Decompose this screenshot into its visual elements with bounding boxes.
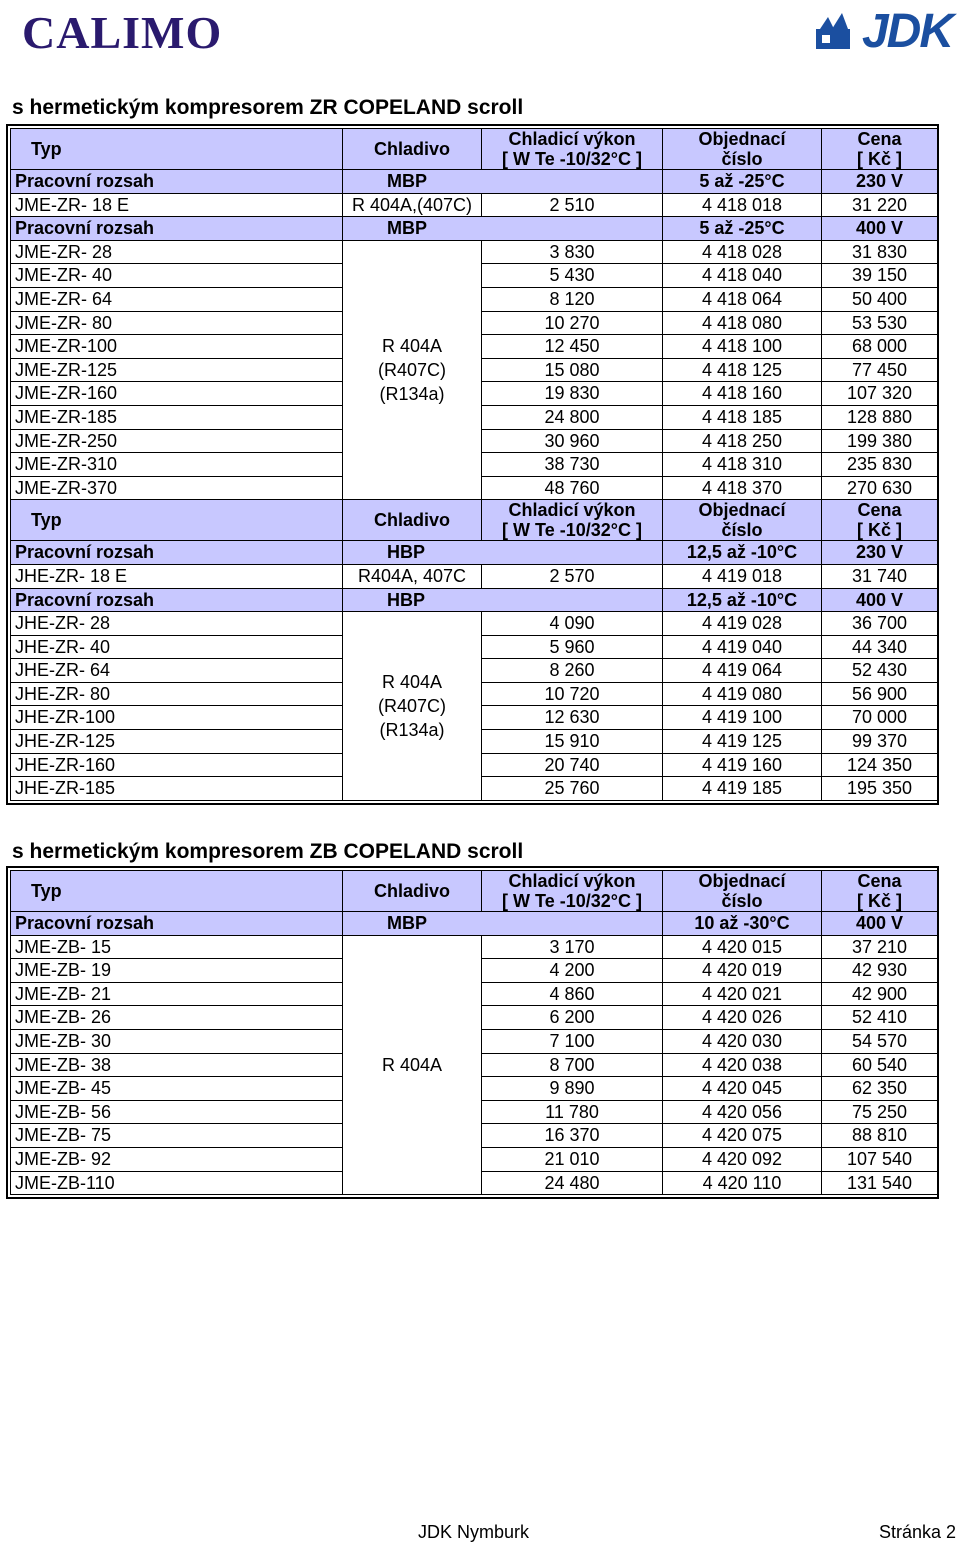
cell-cislo: 4 418 160 — [663, 382, 822, 406]
cell-cislo: 4 418 370 — [663, 476, 822, 500]
cell-cislo: 4 419 125 — [663, 730, 822, 754]
range-temp: 10 až -30°C — [663, 912, 822, 936]
cell-typ: JME-ZR- 28 — [11, 240, 343, 264]
cell-vykon: 2 510 — [482, 193, 663, 217]
refrigerant-line: R 404A — [381, 336, 443, 357]
header-vykon: Chladicí výkon [ W Te -10/32°C ] — [482, 500, 663, 541]
cell-typ: JHE-ZR- 40 — [11, 635, 343, 659]
cell-cena: 60 540 — [822, 1053, 938, 1077]
cell-typ: JME-ZB- 56 — [11, 1100, 343, 1124]
cell-cislo: 4 419 018 — [663, 564, 822, 588]
cell-chladivo: R 404A,(407C) — [343, 193, 482, 217]
cell-vykon: 9 890 — [482, 1077, 663, 1101]
cell-typ: JHE-ZR- 64 — [11, 659, 343, 683]
section-title-zr: s hermetickým kompresorem ZR COPELAND scroll — [12, 96, 524, 119]
range-temp: 12,5 až -10°C — [663, 588, 822, 612]
cell-cena: 31 740 — [822, 564, 938, 588]
cell-cislo: 4 418 250 — [663, 429, 822, 453]
range-row — [11, 541, 938, 565]
cell-vykon: 24 480 — [482, 1171, 663, 1195]
cell-cislo: 4 419 028 — [663, 612, 822, 636]
cell-vykon: 38 730 — [482, 453, 663, 477]
cell-typ: JME-ZR- 18 E — [11, 193, 343, 217]
cell-vykon: 25 760 — [482, 777, 663, 801]
cell-cena: 53 530 — [822, 311, 938, 335]
cell-cena: 70 000 — [822, 706, 938, 730]
table-row — [11, 564, 938, 588]
cell-cislo: 4 418 100 — [663, 335, 822, 359]
cell-cena: 39 150 — [822, 264, 938, 288]
header-typ: Typ — [11, 871, 343, 912]
cell-typ: JME-ZR-310 — [11, 453, 343, 477]
cell-cislo: 4 419 100 — [663, 706, 822, 730]
table-header — [11, 871, 938, 912]
cell-cena: 199 380 — [822, 429, 938, 453]
cell-vykon: 8 700 — [482, 1053, 663, 1077]
range-type: MBP — [343, 912, 663, 936]
cell-typ: JME-ZR-160 — [11, 382, 343, 406]
range-voltage: 230 V — [822, 170, 938, 194]
jdk-logo-icon — [812, 11, 860, 51]
cell-typ: JHE-ZR-160 — [11, 753, 343, 777]
cell-vykon: 3 830 — [482, 240, 663, 264]
cell-vykon: 30 960 — [482, 429, 663, 453]
table-header — [11, 500, 938, 541]
cell-cena: 37 210 — [822, 935, 938, 959]
cell-cislo: 4 420 019 — [663, 959, 822, 983]
cell-cislo: 4 418 185 — [663, 405, 822, 429]
cell-cena: 31 830 — [822, 240, 938, 264]
cell-vykon: 4 860 — [482, 982, 663, 1006]
cell-cena: 88 810 — [822, 1124, 938, 1148]
cell-cislo: 4 420 110 — [663, 1171, 822, 1195]
cell-cislo: 4 420 030 — [663, 1029, 822, 1053]
cell-vykon: 12 450 — [482, 335, 663, 359]
range-label: Pracovní rozsah — [11, 217, 343, 241]
range-label: Pracovní rozsah — [11, 170, 343, 194]
header-cena: Cena [ Kč ] — [822, 129, 938, 170]
cell-cena: 54 570 — [822, 1029, 938, 1053]
cell-vykon: 15 910 — [482, 730, 663, 754]
header-chladivo: Chladivo — [343, 129, 482, 170]
cell-cena: 62 350 — [822, 1077, 938, 1101]
range-temp: 12,5 až -10°C — [663, 541, 822, 565]
cell-vykon: 4 200 — [482, 959, 663, 983]
header-cena: Cena [ Kč ] — [822, 500, 938, 541]
cell-cislo: 4 420 075 — [663, 1124, 822, 1148]
cell-cena: 77 450 — [822, 358, 938, 382]
cell-cislo: 4 420 015 — [663, 935, 822, 959]
cell-cena: 75 250 — [822, 1100, 938, 1124]
cell-cena: 107 540 — [822, 1147, 938, 1171]
cell-vykon: 20 740 — [482, 753, 663, 777]
cell-chladivo-merged — [343, 935, 482, 1195]
cell-cena: 42 900 — [822, 982, 938, 1006]
cell-vykon: 10 720 — [482, 682, 663, 706]
cell-typ: JME-ZB- 19 — [11, 959, 343, 983]
table-row — [11, 240, 938, 264]
header-chladivo: Chladivo — [343, 871, 482, 912]
cell-typ: JME-ZR-100 — [11, 335, 343, 359]
range-type: HBP — [343, 588, 663, 612]
cell-typ: JME-ZR-185 — [11, 405, 343, 429]
jdk-logo — [812, 4, 952, 58]
cell-cislo: 4 419 064 — [663, 659, 822, 683]
table-zb — [6, 866, 939, 1199]
range-voltage: 230 V — [822, 541, 938, 565]
cell-typ: JME-ZB- 38 — [11, 1053, 343, 1077]
cell-cislo: 4 418 018 — [663, 193, 822, 217]
range-voltage: 400 V — [822, 588, 938, 612]
table-header — [11, 129, 938, 170]
cell-typ: JME-ZB- 75 — [11, 1124, 343, 1148]
range-temp: 5 až -25°C — [663, 170, 822, 194]
cell-vykon: 12 630 — [482, 706, 663, 730]
header-chladivo: Chladivo — [343, 500, 482, 541]
header-vykon: Chladicí výkon [ W Te -10/32°C ] — [482, 871, 663, 912]
cell-cislo: 4 418 064 — [663, 287, 822, 311]
table-row — [11, 935, 938, 959]
cell-cena: 52 430 — [822, 659, 938, 683]
section-title-zb: s hermetickým kompresorem ZB COPELAND scroll — [12, 840, 524, 863]
cell-cena: 128 880 — [822, 405, 938, 429]
cell-typ: JME-ZB- 92 — [11, 1147, 343, 1171]
cell-typ: JME-ZR- 80 — [11, 311, 343, 335]
cell-chladivo: R404A, 407C — [343, 564, 482, 588]
cell-vykon: 5 960 — [482, 635, 663, 659]
range-type: MBP — [343, 170, 663, 194]
range-voltage: 400 V — [822, 912, 938, 936]
cell-typ: JME-ZB- 26 — [11, 1006, 343, 1030]
range-row — [11, 217, 938, 241]
cell-cislo: 4 420 045 — [663, 1077, 822, 1101]
refrigerant-line: R 404A — [381, 1054, 443, 1075]
cell-cislo: 4 418 125 — [663, 358, 822, 382]
cell-cislo: 4 418 040 — [663, 264, 822, 288]
range-row — [11, 588, 938, 612]
cell-typ: JME-ZR- 40 — [11, 264, 343, 288]
range-row — [11, 912, 938, 936]
header-objednaci: Objednací číslo — [663, 500, 822, 541]
cell-vykon: 48 760 — [482, 476, 663, 500]
refrigerant-line: (R134a) — [379, 384, 445, 405]
cell-cislo: 4 418 028 — [663, 240, 822, 264]
table-row — [11, 612, 938, 636]
cell-vykon: 7 100 — [482, 1029, 663, 1053]
cell-vykon: 19 830 — [482, 382, 663, 406]
cell-cislo: 4 420 026 — [663, 1006, 822, 1030]
cell-vykon: 6 200 — [482, 1006, 663, 1030]
range-type: MBP — [343, 217, 663, 241]
cell-vykon: 16 370 — [482, 1124, 663, 1148]
calimo-logo: CALIMO — [22, 7, 223, 58]
cell-cena: 107 320 — [822, 382, 938, 406]
refrigerant-line: (R407C) — [377, 695, 447, 716]
cell-cislo: 4 419 040 — [663, 635, 822, 659]
cell-typ: JHE-ZR- 80 — [11, 682, 343, 706]
cell-cena: 42 930 — [822, 959, 938, 983]
cell-typ: JME-ZB- 30 — [11, 1029, 343, 1053]
header-typ: Typ — [11, 500, 343, 541]
cell-cena: 270 630 — [822, 476, 938, 500]
cell-vykon: 8 120 — [482, 287, 663, 311]
cell-typ: JME-ZR- 64 — [11, 287, 343, 311]
range-voltage: 400 V — [822, 217, 938, 241]
range-row — [11, 170, 938, 194]
cell-cislo: 4 419 160 — [663, 753, 822, 777]
cell-vykon: 24 800 — [482, 405, 663, 429]
cell-typ: JHE-ZR-185 — [11, 777, 343, 801]
cell-chladivo-merged — [343, 612, 482, 801]
cell-cislo: 4 420 056 — [663, 1100, 822, 1124]
cell-cena: 52 410 — [822, 1006, 938, 1030]
cell-cislo: 4 420 021 — [663, 982, 822, 1006]
cell-cislo: 4 418 080 — [663, 311, 822, 335]
header-typ: Typ — [11, 129, 343, 170]
cell-vykon: 4 090 — [482, 612, 663, 636]
range-label: Pracovní rozsah — [11, 912, 343, 936]
cell-vykon: 2 570 — [482, 564, 663, 588]
refrigerant-line: R 404A — [381, 671, 443, 692]
cell-typ: JME-ZB-110 — [11, 1171, 343, 1195]
cell-typ: JME-ZR-125 — [11, 358, 343, 382]
cell-typ: JME-ZB- 15 — [11, 935, 343, 959]
cell-cislo: 4 418 310 — [663, 453, 822, 477]
cell-chladivo-merged — [343, 240, 482, 500]
cell-cena: 124 350 — [822, 753, 938, 777]
range-label: Pracovní rozsah — [11, 541, 343, 565]
range-label: Pracovní rozsah — [11, 588, 343, 612]
header-cena: Cena [ Kč ] — [822, 871, 938, 912]
cell-cislo: 4 419 080 — [663, 682, 822, 706]
jdk-logo-text: JDK — [861, 4, 952, 58]
cell-cena: 235 830 — [822, 453, 938, 477]
cell-cena: 195 350 — [822, 777, 938, 801]
range-temp: 5 až -25°C — [663, 217, 822, 241]
cell-typ: JME-ZR-250 — [11, 429, 343, 453]
cell-cena: 44 340 — [822, 635, 938, 659]
cell-cena: 56 900 — [822, 682, 938, 706]
refrigerant-line: (R134a) — [379, 719, 445, 740]
cell-cena: 36 700 — [822, 612, 938, 636]
header-vykon: Chladicí výkon [ W Te -10/32°C ] — [482, 129, 663, 170]
cell-typ: JHE-ZR- 18 E — [11, 564, 343, 588]
cell-cislo: 4 420 038 — [663, 1053, 822, 1077]
header-objednaci: Objednací číslo — [663, 871, 822, 912]
cell-cena: 99 370 — [822, 730, 938, 754]
cell-vykon: 5 430 — [482, 264, 663, 288]
cell-cislo: 4 419 185 — [663, 777, 822, 801]
table-zr — [6, 124, 939, 805]
cell-vykon: 3 170 — [482, 935, 663, 959]
cell-typ: JME-ZR-370 — [11, 476, 343, 500]
cell-cislo: 4 420 092 — [663, 1147, 822, 1171]
cell-typ: JME-ZB- 21 — [11, 982, 343, 1006]
cell-vykon: 11 780 — [482, 1100, 663, 1124]
range-type: HBP — [343, 541, 663, 565]
cell-typ: JHE-ZR- 28 — [11, 612, 343, 636]
cell-cena: 50 400 — [822, 287, 938, 311]
cell-typ: JHE-ZR-100 — [11, 706, 343, 730]
table-row — [11, 193, 938, 217]
footer-page-number: Stránka 2 — [878, 1522, 956, 1542]
cell-cena: 31 220 — [822, 193, 938, 217]
header-objednaci: Objednací číslo — [663, 129, 822, 170]
cell-typ: JME-ZB- 45 — [11, 1077, 343, 1101]
cell-cena: 68 000 — [822, 335, 938, 359]
cell-vykon: 8 260 — [482, 659, 663, 683]
cell-vykon: 10 270 — [482, 311, 663, 335]
footer-company: JDK Nymburk — [418, 1522, 530, 1542]
cell-vykon: 21 010 — [482, 1147, 663, 1171]
cell-typ: JHE-ZR-125 — [11, 730, 343, 754]
cell-vykon: 15 080 — [482, 358, 663, 382]
cell-cena: 131 540 — [822, 1171, 938, 1195]
refrigerant-line: (R407C) — [377, 360, 447, 381]
